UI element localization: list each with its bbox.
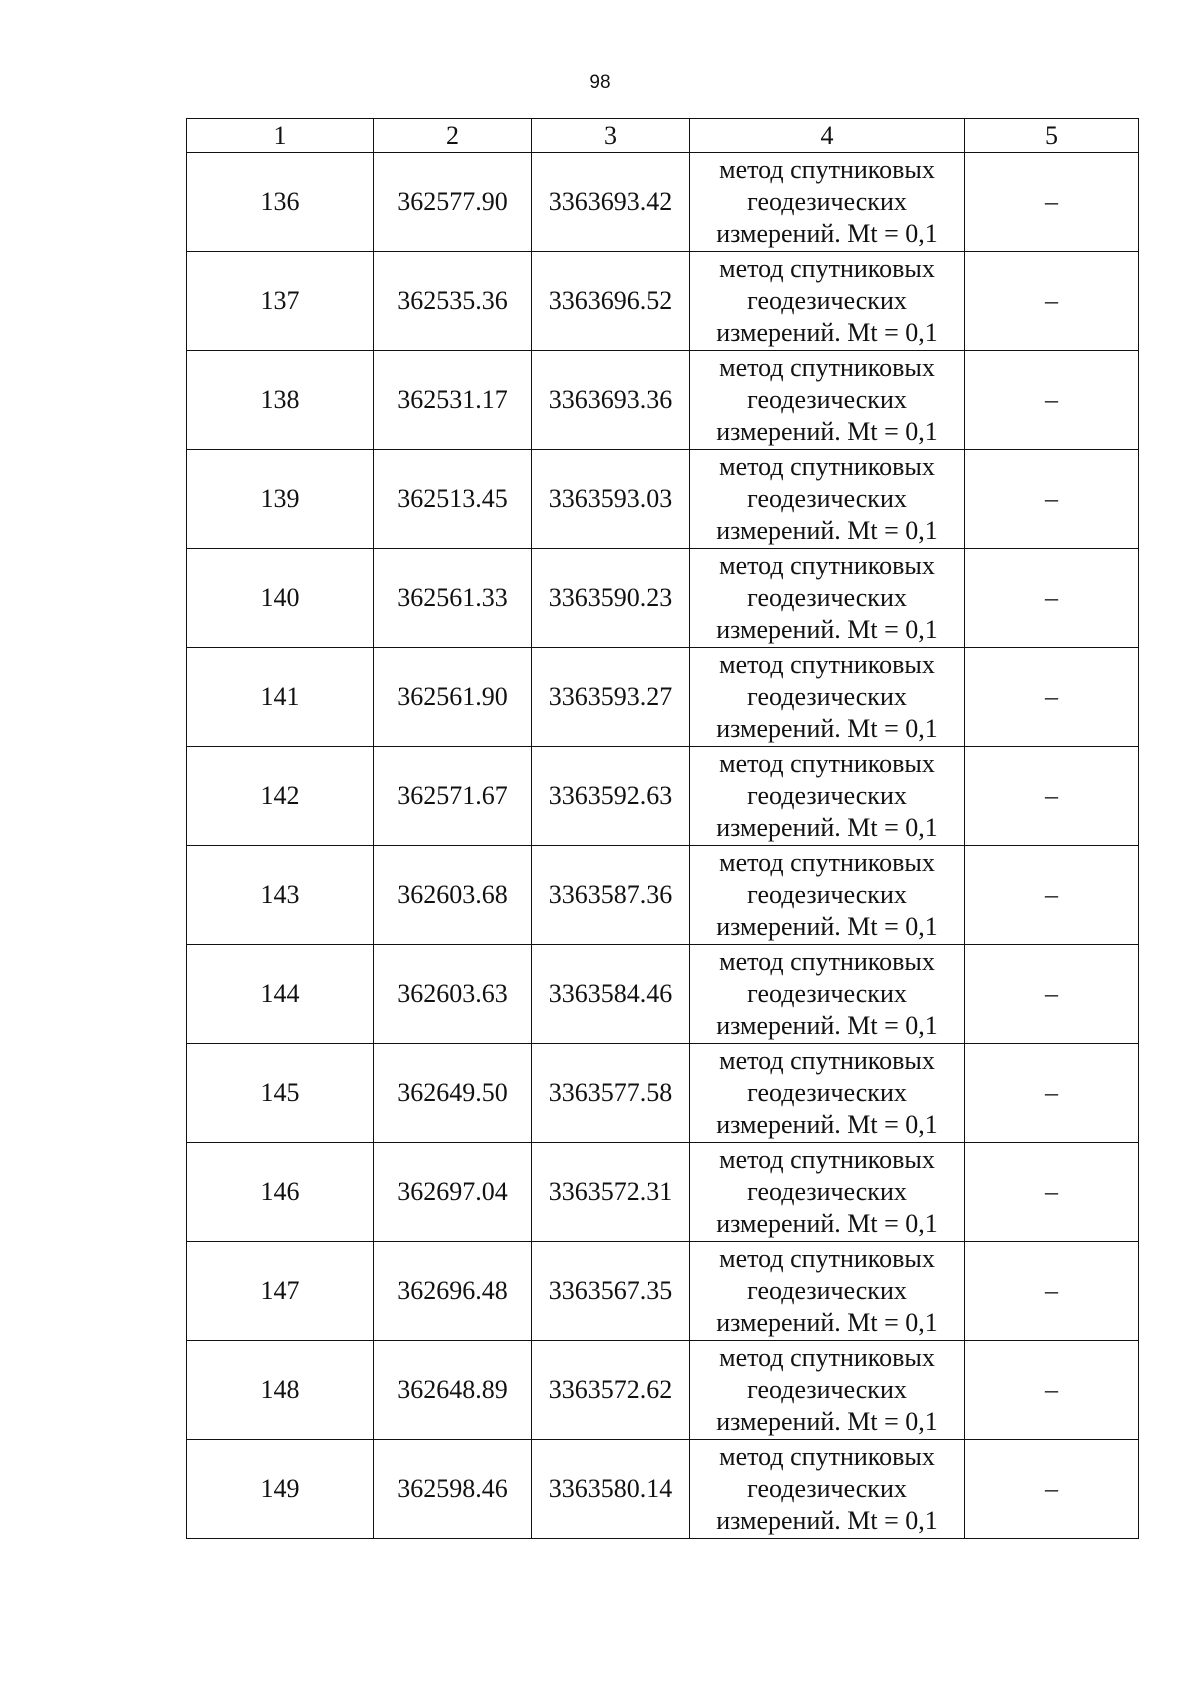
method-cell (690, 252, 965, 351)
method-cell (690, 1440, 965, 1539)
method-line: геодезических (747, 1177, 907, 1206)
coordinate-x-cell: 362561.33 (374, 549, 532, 648)
method-cell (690, 945, 965, 1044)
point-number-cell: 145 (187, 1044, 374, 1143)
note-cell: – (965, 747, 1139, 846)
table-row (187, 153, 1139, 252)
header-cell-col-2: 2 (374, 119, 532, 153)
method-line: измерений. Mt = 0,1 (716, 318, 938, 347)
header-cell-col-5: 5 (965, 119, 1139, 153)
method-cell (690, 648, 965, 747)
coordinate-x-cell: 362603.68 (374, 846, 532, 945)
point-number-cell: 136 (187, 153, 374, 252)
method-cell (690, 747, 965, 846)
note-cell: – (965, 450, 1139, 549)
point-number-cell: 137 (187, 252, 374, 351)
point-number-cell: 138 (187, 351, 374, 450)
method-line: измерений. Mt = 0,1 (716, 1308, 938, 1337)
table-row (187, 1440, 1139, 1539)
point-number-cell: 147 (187, 1242, 374, 1341)
note-cell: – (965, 648, 1139, 747)
point-number-cell: 149 (187, 1440, 374, 1539)
note-cell: – (965, 153, 1139, 252)
method-line: геодезических (747, 880, 907, 909)
method-line: геодезических (747, 1375, 907, 1404)
method-line: метод спутниковых (719, 1244, 935, 1273)
method-line: измерений. Mt = 0,1 (716, 1209, 938, 1238)
point-number-cell: 144 (187, 945, 374, 1044)
coordinate-x-cell: 362648.89 (374, 1341, 532, 1440)
method-line: измерений. Mt = 0,1 (716, 1110, 938, 1139)
table-body (187, 119, 1139, 1539)
method-line: измерений. Mt = 0,1 (716, 516, 938, 545)
method-cell (690, 1143, 965, 1242)
table-row (187, 1143, 1139, 1242)
table-row (187, 945, 1139, 1044)
method-line: геодезических (747, 1276, 907, 1305)
method-line: геодезических (747, 286, 907, 315)
method-line: метод спутниковых (719, 848, 935, 877)
note-cell: – (965, 1440, 1139, 1539)
header-cell-col-3: 3 (532, 119, 690, 153)
coordinate-y-cell: 3363593.27 (532, 648, 690, 747)
method-line: метод спутниковых (719, 650, 935, 679)
coordinate-y-cell: 3363567.35 (532, 1242, 690, 1341)
method-line: измерений. Mt = 0,1 (716, 1407, 938, 1436)
coordinate-x-cell: 362513.45 (374, 450, 532, 549)
coordinate-x-cell: 362603.63 (374, 945, 532, 1044)
note-cell: – (965, 846, 1139, 945)
coordinate-x-cell: 362561.90 (374, 648, 532, 747)
method-line: измерений. Mt = 0,1 (716, 1506, 938, 1535)
table-row (187, 450, 1139, 549)
coordinate-x-cell: 362598.46 (374, 1440, 532, 1539)
table-row (187, 549, 1139, 648)
page-number: 98 (589, 72, 611, 93)
method-line: геодезических (747, 979, 907, 1008)
point-number-cell: 142 (187, 747, 374, 846)
point-number-cell: 148 (187, 1341, 374, 1440)
coordinate-y-cell: 3363572.31 (532, 1143, 690, 1242)
method-line: метод спутниковых (719, 1145, 935, 1174)
table-row (187, 252, 1139, 351)
method-line: метод спутниковых (719, 1343, 935, 1372)
note-cell: – (965, 1044, 1139, 1143)
method-line: измерений. Mt = 0,1 (716, 813, 938, 842)
coordinates-table (186, 118, 1139, 1539)
method-cell (690, 846, 965, 945)
method-line: метод спутниковых (719, 353, 935, 382)
header-cell-col-4: 4 (690, 119, 965, 153)
method-cell (690, 351, 965, 450)
method-line: геодезических (747, 583, 907, 612)
method-line: метод спутниковых (719, 1442, 935, 1471)
coordinate-x-cell: 362531.17 (374, 351, 532, 450)
method-line: измерений. Mt = 0,1 (716, 219, 938, 248)
table-row (187, 1044, 1139, 1143)
method-cell (690, 153, 965, 252)
note-cell: – (965, 252, 1139, 351)
note-cell: – (965, 351, 1139, 450)
method-line: метод спутниковых (719, 551, 935, 580)
coordinate-x-cell: 362696.48 (374, 1242, 532, 1341)
coordinate-y-cell: 3363580.14 (532, 1440, 690, 1539)
coordinate-y-cell: 3363592.63 (532, 747, 690, 846)
method-line: геодезических (747, 781, 907, 810)
method-line: метод спутниковых (719, 254, 935, 283)
note-cell: – (965, 1143, 1139, 1242)
point-number-cell: 140 (187, 549, 374, 648)
table-row (187, 351, 1139, 450)
coordinate-y-cell: 3363572.62 (532, 1341, 690, 1440)
point-number-cell: 143 (187, 846, 374, 945)
note-cell: – (965, 1242, 1139, 1341)
coordinate-y-cell: 3363696.52 (532, 252, 690, 351)
point-number-cell: 141 (187, 648, 374, 747)
header-cell-col-1: 1 (187, 119, 374, 153)
coordinate-x-cell: 362535.36 (374, 252, 532, 351)
table-row (187, 648, 1139, 747)
method-line: геодезических (747, 187, 907, 216)
method-cell (690, 1044, 965, 1143)
method-cell (690, 1242, 965, 1341)
method-line: измерений. Mt = 0,1 (716, 417, 938, 446)
coordinate-x-cell: 362649.50 (374, 1044, 532, 1143)
method-line: измерений. Mt = 0,1 (716, 912, 938, 941)
method-line: измерений. Mt = 0,1 (716, 714, 938, 743)
coordinate-y-cell: 3363577.58 (532, 1044, 690, 1143)
method-cell (690, 450, 965, 549)
note-cell: – (965, 945, 1139, 1044)
method-line: метод спутниковых (719, 1046, 935, 1075)
coordinate-y-cell: 3363693.42 (532, 153, 690, 252)
coordinate-y-cell: 3363587.36 (532, 846, 690, 945)
method-line: геодезических (747, 484, 907, 513)
table-header-row (187, 119, 1139, 153)
note-cell: – (965, 1341, 1139, 1440)
coordinate-y-cell: 3363693.36 (532, 351, 690, 450)
note-cell: – (965, 549, 1139, 648)
table-row (187, 747, 1139, 846)
coordinate-x-cell: 362577.90 (374, 153, 532, 252)
coordinate-x-cell: 362571.67 (374, 747, 532, 846)
coordinate-x-cell: 362697.04 (374, 1143, 532, 1242)
method-line: метод спутниковых (719, 452, 935, 481)
method-line: метод спутниковых (719, 947, 935, 976)
table-row (187, 1341, 1139, 1440)
method-line: геодезических (747, 385, 907, 414)
method-line: измерений. Mt = 0,1 (716, 615, 938, 644)
method-cell (690, 1341, 965, 1440)
coordinate-y-cell: 3363590.23 (532, 549, 690, 648)
point-number-cell: 139 (187, 450, 374, 549)
coordinate-y-cell: 3363593.03 (532, 450, 690, 549)
method-line: метод спутниковых (719, 155, 935, 184)
method-line: геодезических (747, 1474, 907, 1503)
coordinate-y-cell: 3363584.46 (532, 945, 690, 1044)
table-row (187, 1242, 1139, 1341)
method-line: измерений. Mt = 0,1 (716, 1011, 938, 1040)
method-line: метод спутниковых (719, 749, 935, 778)
point-number-cell: 146 (187, 1143, 374, 1242)
method-line: геодезических (747, 682, 907, 711)
table-row (187, 846, 1139, 945)
method-line: геодезических (747, 1078, 907, 1107)
method-cell (690, 549, 965, 648)
